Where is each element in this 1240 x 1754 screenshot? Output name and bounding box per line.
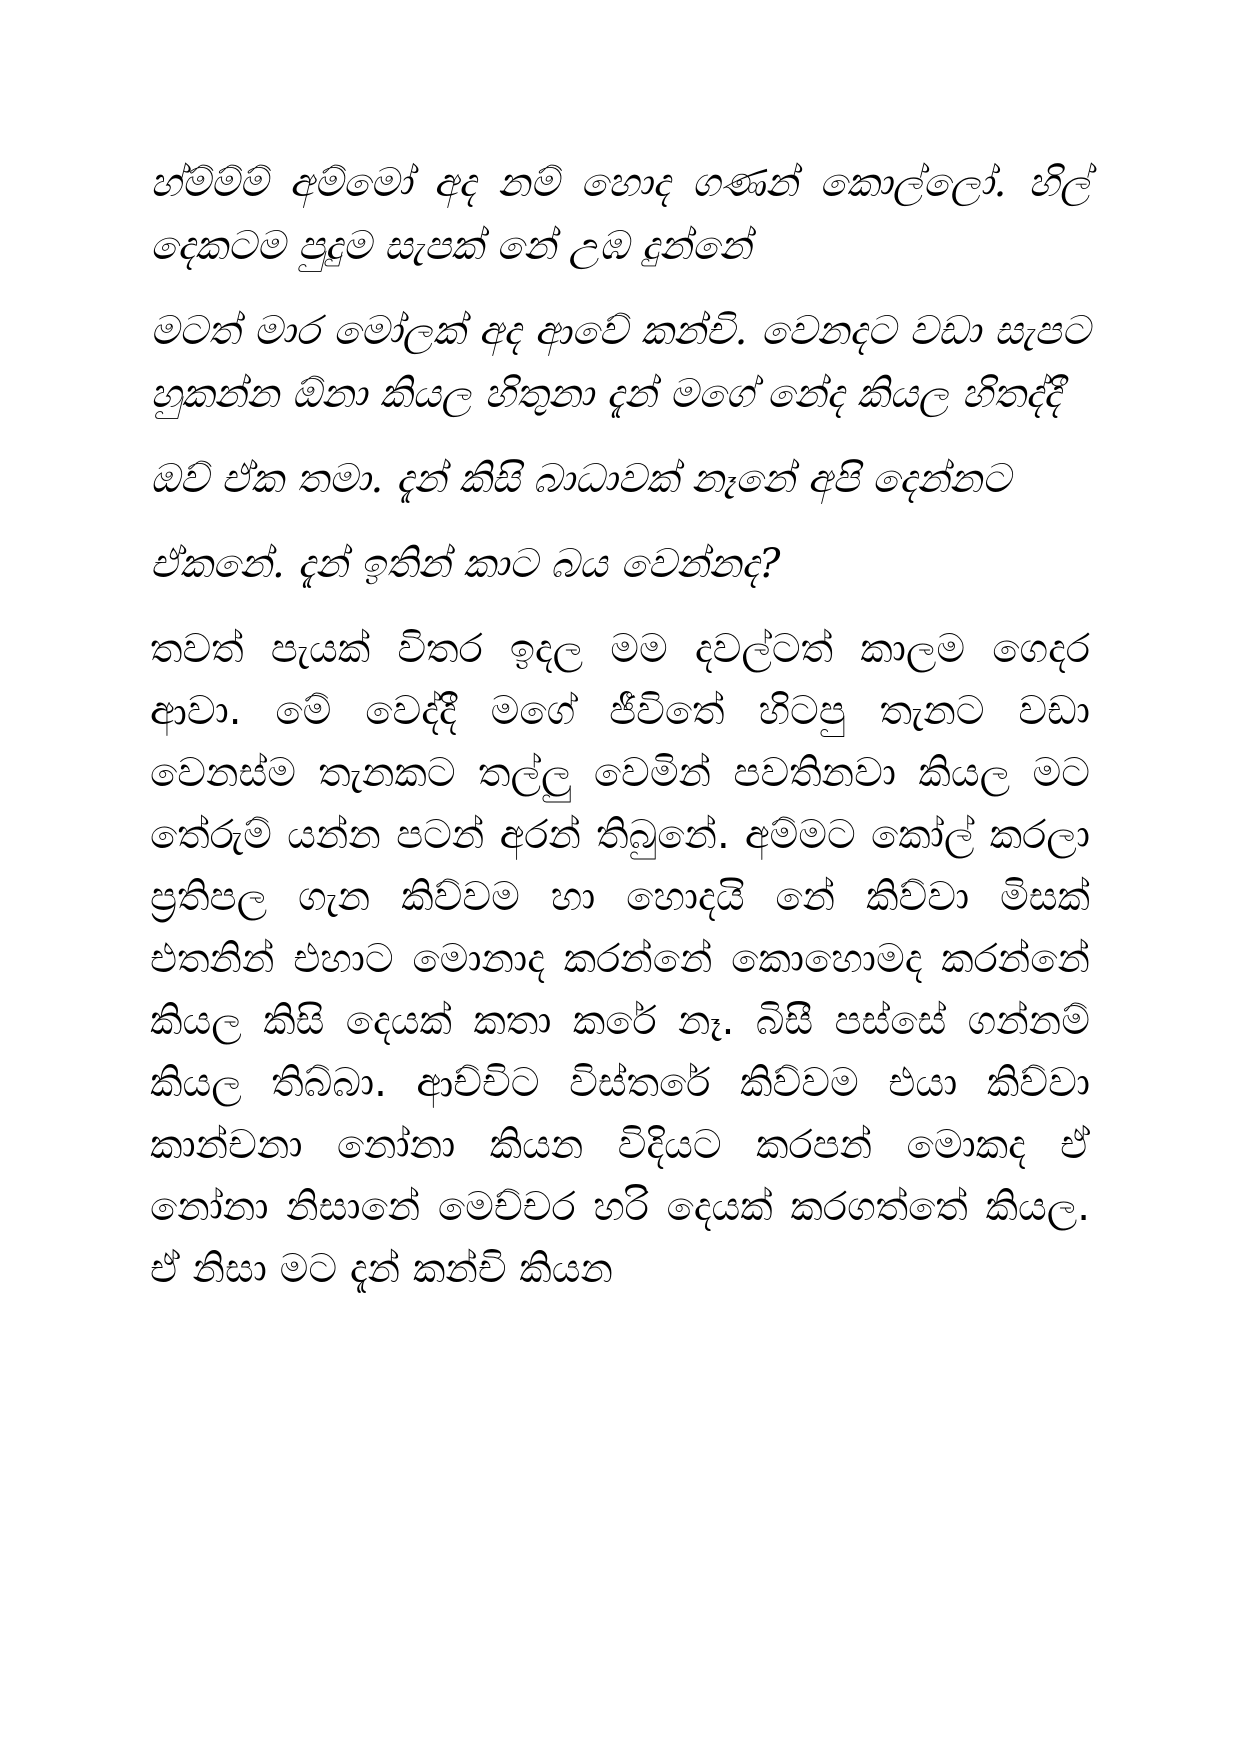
narrative-paragraph: තවත් පැයක් විතර ඉදල මම දවල්ටත් කාලම ගෙදර ආවා. මේ වෙද්දී මගේ ජීවිතේ හිටපු තැනට වඩා වෙනස්ම තැනකට තල්ලු වෙමින් පවතිනවා කියල මට තේරුම් යන්න පටන් අරන් තිබුනේ. අම්මට කෝල් කරලා ප්‍රතිපල ගැන කිව්වම හා හොදයි නේ කිව්වා මිසක් එතනින් එහාට මොනාද කරන්නේ කොහොමද කරන්නේ කියල කිසි දෙයක් කතා කරේ නෑ. බිසී පස්සේ ගන්නම් කියල තිබ්බා. ආච්චිට විස්තරේ කිව්වම එයා කිව්වා කාන්චනා නෝනා කියන විදියට කරපන් මොකද ඒ නෝනා නිසානේ මෙච්චර හරි දෙයක් කරගත්තේ කියල. ඒ නිසා මට දැන් කන්චි කියන: [150, 626, 1090, 1292]
dialogue-paragraph-4: ඒකනේ. දැන් ඉතින් කාට බය වෙන්නද?: [150, 541, 781, 587]
document-page: [150, 152, 1090, 1300]
dialogue-paragraph-2: මටත් මාර මෝලක් අද ආවේ කන්චි. වෙනදට වඩා සැපට හුකන්න ඕනා කියල හිතුනා දැන් මගේ නේද කියල හිතද්දී: [150, 308, 1090, 417]
dialogue-paragraph-1: හ්ම්ම්ම් අම්මෝ අද නම් හොද ගණන් කොල්ලෝ. හිල් දෙකටම පුදුම සැපක් නේ උඹ දුන්නේ: [150, 160, 1090, 269]
dialogue-paragraph-3: ඔව් ඒක තමා. දැන් කිසි බාධාවක් නෑනේ අපි දෙන්නට: [150, 456, 1011, 502]
